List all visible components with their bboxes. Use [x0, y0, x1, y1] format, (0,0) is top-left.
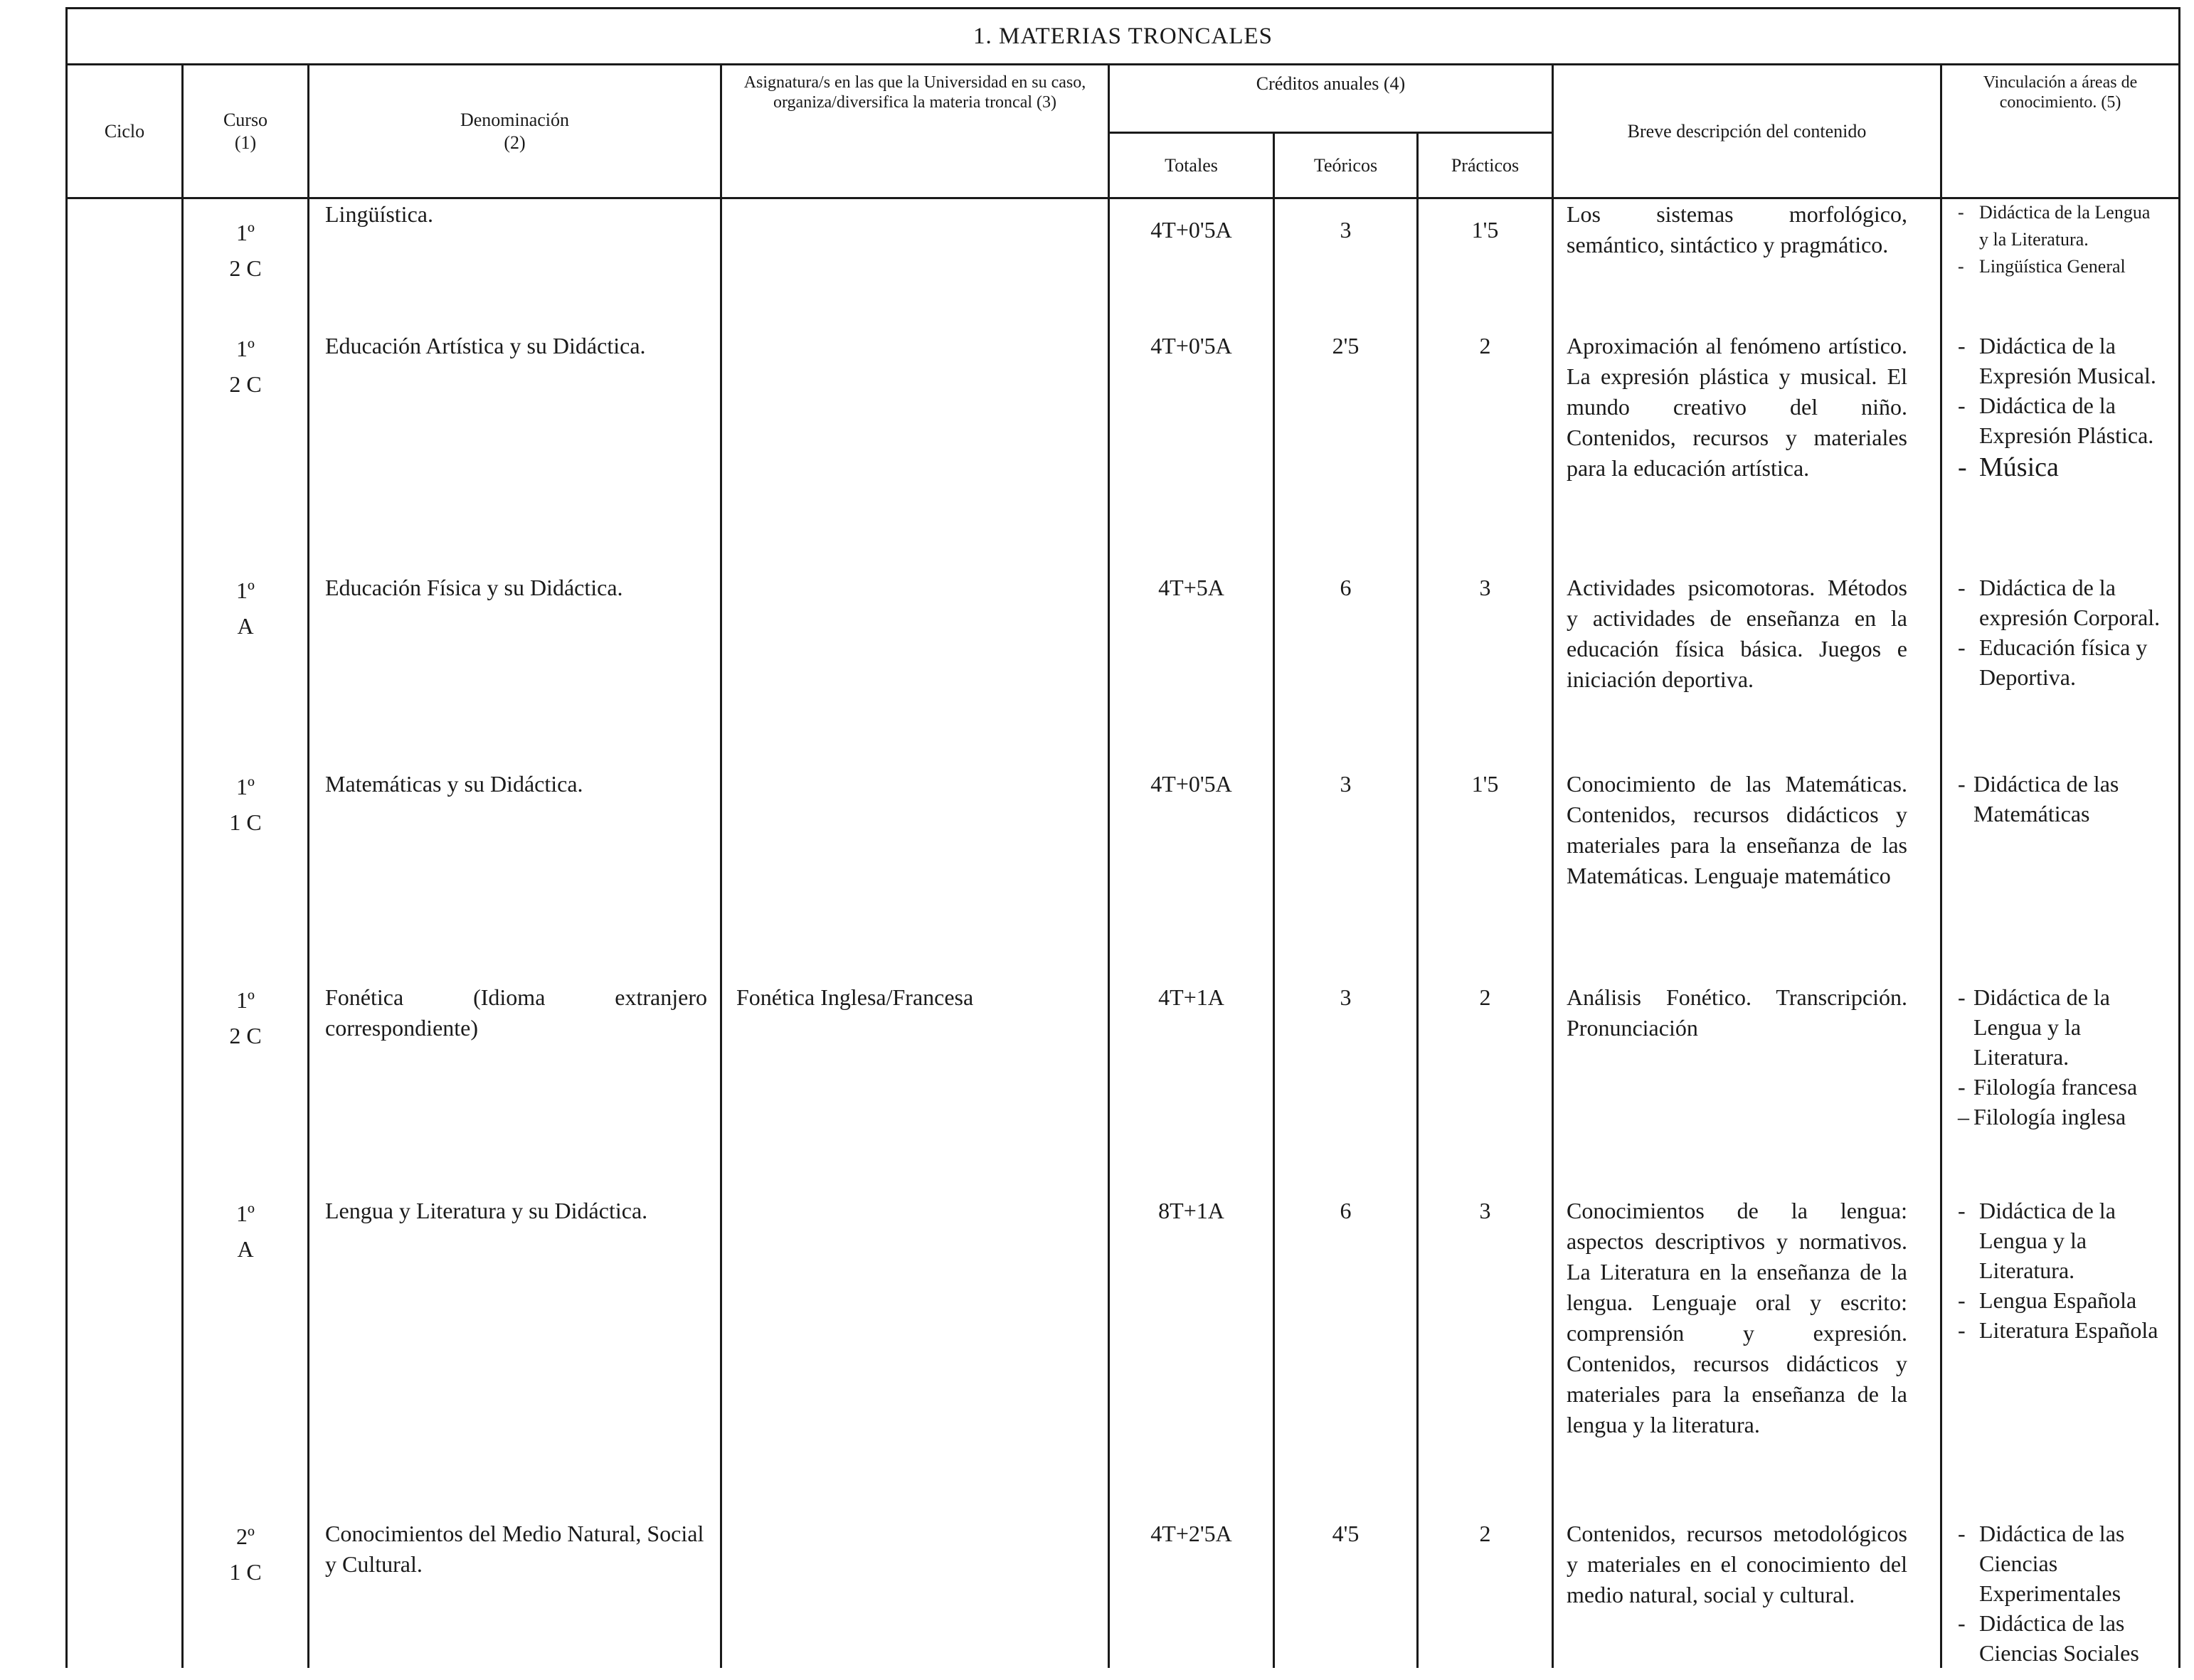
area-item: - Didáctica de la expresión Corporal.: [1958, 574, 2161, 630]
area-item: - Música: [1958, 452, 2059, 482]
area-item: - Educación física y Deportiva.: [1958, 634, 2148, 690]
cell-curso: [183, 1196, 309, 1519]
cell-curso: [183, 331, 309, 573]
cell-descripcion: Aproximación al fenómeno artístico. La expresión plástica y musical. El mundo creativo del niño. Contenidos, recursos y materiales para la educación artística.: [1553, 331, 1941, 573]
cell-curso: [183, 982, 309, 1196]
cell-areas: [1941, 331, 2180, 573]
cell-denominacion: Lengua y Literatura y su Didáctica.: [309, 1196, 721, 1519]
cell-totales: 4T+2'5A: [1109, 1519, 1274, 1668]
cell-descripcion: Los sistemas morfológico, semántico, sintáctico y pragmático.: [1553, 198, 1941, 331]
header-creditos: Créditos anuales (4): [1109, 65, 1553, 133]
header-asignatura: Asignatura/s en las que la Universidad en su caso, organiza/diversifica la materia troncal (3): [721, 65, 1109, 198]
table-row: [67, 331, 2180, 573]
curso-value: 1º: [236, 1200, 255, 1226]
area-item: - Didáctica de las Ciencias Experimentales: [1958, 1520, 2125, 1606]
cell-practicos: 1'5: [1418, 769, 1553, 982]
area-item: - Didáctica de la Lengua y la Literatura.: [1958, 1197, 2116, 1283]
area-item: - Lingüística General: [1958, 256, 2126, 277]
cell-denominacion: Educación Física y su Didáctica.: [309, 573, 721, 769]
cell-practicos: 1'5: [1418, 198, 1553, 331]
header-curso: [183, 65, 309, 198]
cell-totales: 4T+0'5A: [1109, 198, 1274, 331]
cell-ciclo: [67, 1196, 183, 1519]
cell-practicos: 2: [1418, 331, 1553, 573]
area-item: - Filología francesa: [1958, 1073, 2138, 1100]
table-row: [67, 198, 2180, 331]
cuatrimestre-value: 2 C: [229, 255, 262, 281]
cell-areas: [1941, 198, 2180, 331]
cell-asignatura: [721, 1519, 1109, 1668]
header-curso-ref: (1): [234, 132, 257, 153]
cuatrimestre-value: A: [237, 612, 254, 639]
cell-areas: [1941, 769, 2180, 982]
materias-troncales-table: [65, 7, 2180, 1668]
header-totales: Totales: [1109, 133, 1274, 198]
cell-teoricos: 3: [1274, 982, 1418, 1196]
cell-teoricos: 4'5: [1274, 1519, 1418, 1668]
table-row: [67, 1196, 2180, 1519]
area-item: – Filología inglesa: [1958, 1103, 2126, 1129]
area-item: - Didáctica de la Lengua y la Literatura.: [1958, 984, 2110, 1070]
cell-asignatura: [721, 769, 1109, 982]
header-vinculacion: Vinculación a áreas de conocimiento. (5): [1941, 65, 2180, 198]
area-item: - Didáctica de las Ciencias Sociales: [1958, 1610, 2139, 1666]
cell-curso: [183, 769, 309, 982]
curso-value: 1º: [236, 220, 255, 245]
cell-asignatura: [721, 198, 1109, 331]
cell-descripcion: Análisis Fonético. Transcripción. Pronunciación: [1553, 982, 1941, 1196]
header-denominacion-ref: (2): [504, 132, 526, 153]
header-descripcion: Breve descripción del contenido: [1553, 65, 1941, 198]
cell-denominacion: Matemáticas y su Didáctica.: [309, 769, 721, 982]
cell-totales: 4T+0'5A: [1109, 769, 1274, 982]
cell-teoricos: 6: [1274, 573, 1418, 769]
area-item: - Didáctica de la Expresión Musical.: [1958, 332, 2156, 388]
table-row: [67, 982, 2180, 1196]
header-teoricos: Teóricos: [1274, 133, 1418, 198]
cell-curso: [183, 198, 309, 331]
table-row: [67, 573, 2180, 769]
cell-teoricos: 6: [1274, 1196, 1418, 1519]
cell-ciclo: [67, 573, 183, 769]
cell-curso: [183, 1519, 309, 1668]
cell-areas: [1941, 573, 2180, 769]
cell-totales: 4T+1A: [1109, 982, 1274, 1196]
cell-ciclo: [67, 982, 183, 1196]
cell-asignatura: Fonética Inglesa/Francesa: [721, 982, 1109, 1196]
cell-totales: 4T+0'5A: [1109, 331, 1274, 573]
cell-totales: 4T+5A: [1109, 573, 1274, 769]
cell-descripcion: Actividades psicomotoras. Métodos y actividades de enseñanza en la educación física básica. Juegos e iniciación deportiva.: [1553, 573, 1941, 769]
curso-value: 1º: [236, 335, 255, 361]
materias-troncales-document: [65, 7, 2178, 1675]
curso-value: 1º: [236, 987, 255, 1013]
cell-denominacion: Fonética (Idioma extranjero correspondiente): [309, 982, 721, 1196]
cuatrimestre-value: A: [237, 1235, 254, 1262]
cell-teoricos: 3: [1274, 769, 1418, 982]
cell-totales: 8T+1A: [1109, 1196, 1274, 1519]
cell-ciclo: [67, 1519, 183, 1668]
header-denominacion-label: Denominación: [460, 109, 570, 130]
cell-descripcion: Conocimiento de las Matemáticas. Contenidos, recursos didácticos y materiales para la enseñanza de las Matemáticas. Lenguaje matemático: [1553, 769, 1941, 982]
cell-ciclo: [67, 331, 183, 573]
cell-ciclo: [67, 769, 183, 982]
cell-areas: [1941, 1196, 2180, 1519]
cuatrimestre-value: 2 C: [229, 1022, 262, 1048]
header-curso-label: Curso: [223, 109, 268, 130]
area-item: - Didáctica de la Lengua y la Literatura.: [1958, 202, 2151, 250]
area-item: - Lengua Española: [1958, 1287, 2137, 1313]
header-denominacion: [309, 65, 721, 198]
cell-descripcion: Conocimientos de la lengua: aspectos descriptivos y normativos. La Literatura en la enseñanza de la lengua. Lenguaje oral y escrito: comprensión y expresión. Contenidos, recursos didácticos y materiales para la enseñanza de la lengua y la literatura.: [1553, 1196, 1941, 1519]
area-item: - Didáctica de la Expresión Plástica.: [1958, 392, 2154, 448]
cell-practicos: 3: [1418, 1196, 1553, 1519]
cell-ciclo: [67, 198, 183, 331]
cuatrimestre-value: 1 C: [229, 1558, 262, 1585]
cuatrimestre-value: 1 C: [229, 809, 262, 835]
cell-denominacion: Lingüística.: [309, 198, 721, 331]
cell-asignatura: [721, 1196, 1109, 1519]
area-item: - Literatura Española: [1958, 1317, 2158, 1343]
table-title: 1. MATERIAS TRONCALES: [67, 9, 2180, 65]
cell-areas: [1941, 1519, 2180, 1668]
cell-denominacion: Educación Artística y su Didáctica.: [309, 331, 721, 573]
table-row: [67, 769, 2180, 982]
cell-descripcion: Contenidos, recursos metodológicos y materiales en el conocimiento del medio natural, social y cultural.: [1553, 1519, 1941, 1668]
cell-teoricos: 2'5: [1274, 331, 1418, 573]
cell-practicos: 2: [1418, 982, 1553, 1196]
curso-value: 1º: [236, 773, 255, 799]
curso-value: 2º: [236, 1523, 255, 1549]
area-item: - Didáctica de las Matemáticas: [1958, 770, 2119, 826]
cell-denominacion: Conocimientos del Medio Natural, Social y Cultural.: [309, 1519, 721, 1668]
table-row: [67, 1519, 2180, 1668]
header-practicos: Prácticos: [1418, 133, 1553, 198]
cell-areas: [1941, 982, 2180, 1196]
header-ciclo: Ciclo: [67, 65, 183, 198]
cell-curso: [183, 573, 309, 769]
cell-asignatura: [721, 331, 1109, 573]
curso-value: 1º: [236, 577, 255, 603]
cuatrimestre-value: 2 C: [229, 371, 262, 397]
cell-practicos: 3: [1418, 573, 1553, 769]
cell-asignatura: [721, 573, 1109, 769]
cell-teoricos: 3: [1274, 198, 1418, 331]
cell-practicos: 2: [1418, 1519, 1553, 1668]
